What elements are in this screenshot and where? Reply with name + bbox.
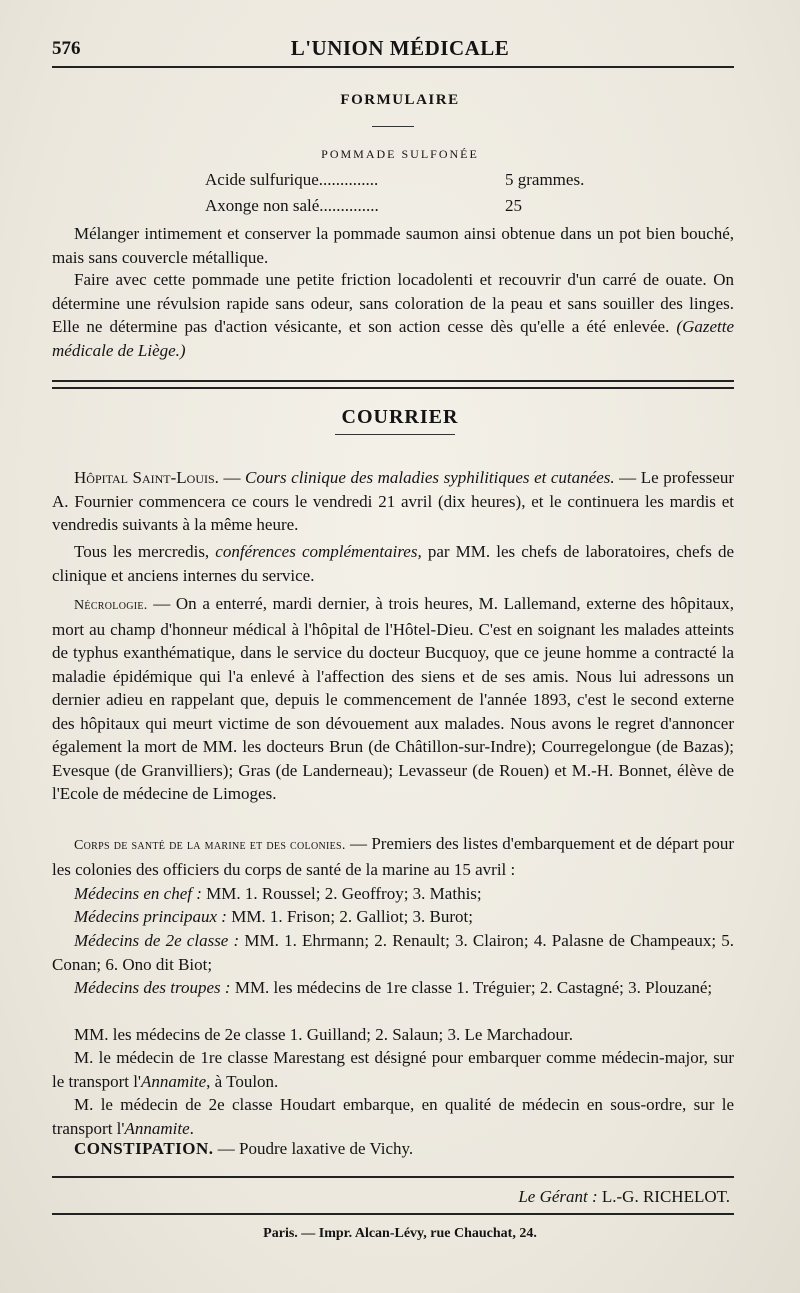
ingredient-row [205,196,615,216]
list-label: Médecins des troupes : [74,978,231,997]
paragraph-text: Faire avec cette pommade une petite friction locadolenti et recouvrir d'un carré de ouate. On détermine une révulsion rapide sans odeur, sans coloration de la peau et sans souiller des linges. Elle ne détermine pas d'action vésicante, et son action cesse dès qu'elle a été enlevée. [52,270,734,336]
list-text: MM. 1. Ehrmann; 2. Renault; 3. Clairon; 4. Palasne de Champeaux; 5. Conan; 6. Ono dit Biot; [52,931,735,974]
list-item: MM. les médecins de 2e classe 1. Guilland; 2. Salaun; 3. Le Marchadour. [74,1025,574,1044]
ingredient-name: Acide sulfurique.............. [205,170,379,189]
printer-imprint: Paris. — Impr. Alcan-Lévy, rue Chauchat, 24. [263,1226,537,1241]
source-citation: (Gazette médicale de Liège.) [52,317,734,360]
journal-title: L'UNION MÉDICALE [290,36,510,60]
gerant-signature [518,1187,730,1207]
paragraph-text: M. le médecin de 1re classe Marestang est désigné pour embarquer comme médecin-major, sur le transport l' [52,1048,734,1091]
footer-rule [52,1176,734,1178]
marestang-paragraph [52,1046,734,1093]
list-text: MM. 1. Frison; 2. Galliot; 3. Burot; [231,907,473,926]
constipation-advert [52,1137,734,1161]
ingredient-row [205,170,615,190]
paragraph-text: — Premiers des listes d'embarquement et de départ pour les colonies des officiers du corps de santé de la marine au 15 avril : [52,834,735,879]
hopital-paragraph: Hôpital Saint-Louis. — Cours clinique des maladies syphilitiques et cutanées. — Le professeur A. Fournier commencera ce cours le vendredi 21 avril (dix heures), et le continuera les mardis et vendredis suivants à la même heure. [52,468,734,534]
corps-paragraph [52,832,734,881]
ingredient-name: Axonge non salé.............. [205,196,379,215]
paragraph-label: Corps de santé de la marine et des colonies. [74,838,346,853]
list-item [52,929,734,976]
list-text: MM. 1. Roussel; 2. Geoffroy; 3. Mathis; [206,884,482,903]
list-text: MM. les médecins de 1re classe 1. Tréguier; 2. Castagné; 3. Plouzané; [234,978,713,997]
necrologie-paragraph [52,592,734,806]
paragraph-text: , à Toulon. [206,1071,279,1091]
paragraph-label: Nécrologie. [74,598,148,613]
formulaire-paragraph-2 [52,268,734,362]
gerant-label: Le Gérant : [518,1187,598,1206]
formulaire-paragraph-1: Mélanger intimement et conserver la pommade saumon ainsi obtenue dans un pot bien bouché, mais sans couvercle métallique. [52,224,734,267]
conference-title: conférences complémentaires, [215,542,422,561]
ingredient-qty: 25 [505,196,522,215]
courrier-rule [335,434,455,435]
advert-text: — Poudre laxative de Vichy. [217,1139,414,1158]
paragraph-text: par MM. les chefs de laboratoires, chefs de clinique et anciens internes du service. [52,542,734,585]
paragraph-text: Tous les mercredis, [74,542,210,561]
formulaire-heading: FORMULAIRE [340,92,460,108]
course-title: Cours clinique des maladies syphilitiques et cutanées. [245,468,615,487]
gerant-name: L.-G. RICHELOT. [601,1187,730,1206]
paragraph-text: — Le professeur A. Fournier commencera ce cours le vendredi 21 avril (dix heures), et le continuera les mardis et vendredis suivants à la même heure. [52,468,734,534]
ship-name: Annamite [140,1071,207,1091]
list-label: Médecins principaux : [74,907,227,926]
courrier-heading: COURRIER [341,406,459,428]
section-divider [52,380,734,389]
paragraph-text: — On a enterré, mardi dernier, à trois heures, M. Lallemand, externe des hôpitaux, mort au champ d'honneur médical à l'hôpital de l'Hôtel-Dieu. C'est en soignant les malades atteints de typhus exanthématique, dans le service du docteur Bucquoy, que ce jeune homme a contracté la maladie épidémique qui l'a enlevé à l'affection des siens et de ses amis. Nous lui adressons un dernier adieu en rappelant que, depuis le commencement de l'année 1893, c'est le second externe des hôpitaux qui meurt victime de son dévouement aux malades. Nous avons le regret d'annoncer également la mort de MM. les docteurs Brun (de Châtillon-sur-Indre); Courregelongue (de Bazas); Evesque (de Granvilliers); Gras (de Landerneau); Levasseur (de Rouen) et M.-H. Bonnet, élève de l'Ecole de médecine de Limoges. [52,594,734,803]
formulaire-rule [372,126,414,127]
advert-label: CONSTIPATION. [74,1139,214,1158]
ship-name: Annamite [124,1118,190,1138]
recipe-title: POMMADE SULFONÉE [321,147,479,161]
header-rule [52,66,734,68]
houdart-paragraph [52,1093,734,1140]
paragraph-text: M. le médecin de 2e classe Houdart embarque, en qualité de médecin en sous-ordre, sur le transport l' [52,1095,734,1138]
paragraph-label: Hôpital Saint-Louis. [74,468,219,487]
ingredient-qty: 5 grammes. [505,170,585,189]
page-number: 576 [52,38,81,59]
list-item [52,905,734,929]
list-item [52,882,734,906]
list-label: Médecins de 2e classe : [74,931,240,950]
paragraph-text: . [189,1118,194,1138]
footer-rule-2 [52,1213,734,1215]
mercredis-paragraph [52,540,734,587]
list-label: Médecins en chef : [74,884,202,903]
list-item [52,976,734,1000]
